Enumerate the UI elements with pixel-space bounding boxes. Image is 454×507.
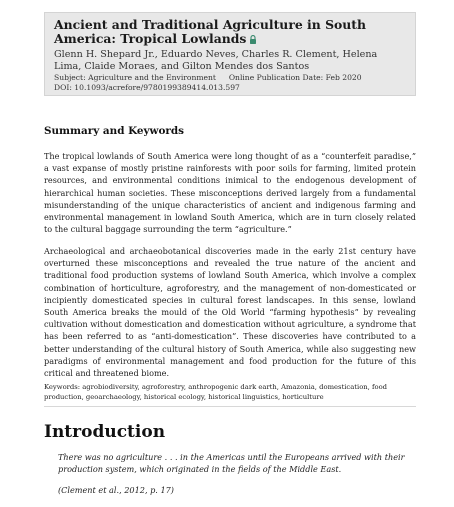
citation-page: , p. 17) (144, 485, 174, 495)
lock-icon (249, 35, 257, 44)
keywords (44, 382, 416, 402)
epigraph-citation (58, 484, 174, 496)
author-list: Glenn H. Shepard Jr., Eduardo Neves, Charles R. Clement, Helena Lima, Claide Moraes, and Gilton Mendes dos Santos (54, 49, 378, 72)
doi-label: DOI: (54, 83, 72, 92)
summary-heading: Summary and Keywords (44, 125, 184, 137)
keywords-list: agrobiodiversity, agroforestry, anthropogenic dark earth, Amazonia, domestication, food production, geoarchaeology, historical ecology, historical linguistics, horticulture (44, 383, 388, 401)
summary-paragraph-1: The tropical lowlands of South America were long thought of as a “counterfeit paradise,” a vast expanse of mostly pristine rainforests with poor soils for farming, limited protein resources, and environmental conditions inimical to the endogenous development of hierarchical human societies. These misconceptions derived largely from a fundamental misunderstanding of the unique characteristics of ancient and indigenous farming and environmental management in lowland South America, which are in turn closely related to the cultural baggage surrounding the term “agriculture.” (44, 151, 416, 235)
keywords-label: Keywords: (44, 383, 81, 391)
pubdate-value: Feb 2020 (325, 73, 362, 82)
citation-authors: (Clement et al., (58, 485, 122, 495)
article-title (54, 18, 406, 46)
section-divider (44, 406, 416, 407)
epigraph-quote: There was no agriculture . . . in the Americas until the Europeans arrived with their production system, which originated in the fields of the Middle East. (58, 452, 405, 475)
article-header (44, 12, 416, 96)
subject-line (54, 73, 406, 83)
subject-label: Subject: (54, 73, 86, 82)
subject-value: Agriculture and the Environment (88, 73, 216, 82)
citation-year-link[interactable]: 2012 (124, 485, 145, 495)
summary-paragraph-2: Archaeological and archaeobotanical discoveries made in the early 21st century have overturned these misconceptions and revealed the true nature of the ancient and traditional food production systems of lowland South America, which involve a complex combination of horticulture, agroforestry, and the management of non-domesticated or incipiently domesticated species in cultural forest landscapes. In this sense, lowland South America breaks the mould of the Old World “farming hypothesis” by revealing cultivation without domestication and domestication without agriculture, a syndrome that has been referred to as “anti-domestication”. These discoveries have contributed to a better understanding of the cultural history of South America, while also suggesting new paradigms of environmental management and food production for the future of this critical and threatened biome. (44, 246, 416, 379)
article-title-text: Ancient and Traditional Agriculture in South America: Tropical Lowlands (54, 17, 367, 46)
doi-value: 10.1093/acrefore/9780199389414.013.597 (74, 83, 240, 92)
introduction-heading: Introduction (44, 422, 166, 442)
pubdate-label: Online Publication Date: (228, 73, 324, 82)
doi-line (54, 83, 406, 93)
